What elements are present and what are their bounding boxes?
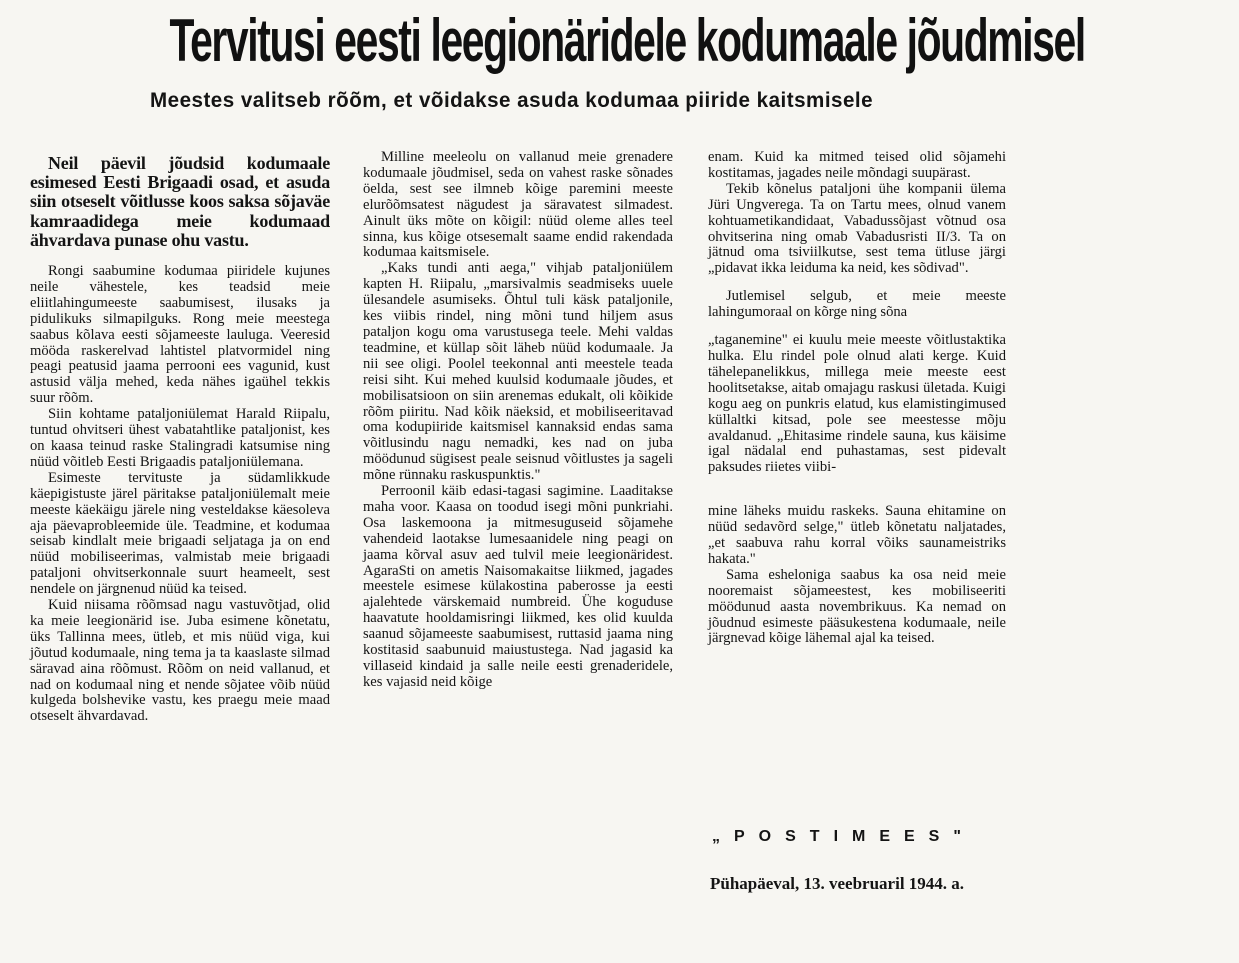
subheadline: Meestes valitseb rõõm, et võidakse asuda kodumaa piiride kaitsmisele: [150, 89, 874, 112]
paragraph: Kuid niisama rõõmsad nagu vastuvõtjad, olid ka meie leegionärid ise. Juba esimene kõnetatu, üks Tallinna mees, ütleb, et mis nüüd viga, kui jõutud kodumaale, ning tema ja ta kaaslaste silmad säravad aina rõõmust. Rõõm on neid vallanud, et nad on kodumaal ning et nende sõjatee võib nüüd kulgeda bolshevike vastu, kes praegu meie maad otseselt ähvardavad.: [30, 597, 330, 725]
article-column-1: [30, 150, 330, 725]
paragraph: Perroonil käib edasi-tagasi sagimine. Laaditakse maha voor. Kaasa on toodud isegi mõni punkriahi. Osa laskemoona ja mitmesuguseid sõjamehe vahendeid laotakse lumesaanidele ning peagi on jaama kõrval asuv aed tulvil meie leegionäridest. AgaraSti on ametis Naisomakaitse liikmed, jagades meestele esimese külakostina paberosse ja eesti ajalehtede värskemaid numbreid. Ühe koguduse haavatute hooldamisringi liikmed, kes olid kuulda saanud sõjameeste saabumisest, ruttasid jaama ning kostitasid saabunuid maiustustega. Nad jagasid ka villaseid kindaid ja salle neile eesti grenaderidele, kes vajasid neid kõige: [363, 483, 673, 690]
paragraph: Sama esheloniga saabus ka osa neid meie nooremaist sõjameestest, kes mobiliseeriti möödunud aasta novembrikuus. Ka nemad on jõudnud esimeste pääsukestena kodumaale, neile järgnevad kõige lähemal ajal ka teised.: [708, 566, 1006, 647]
headline: Tervitusi eesti leegionäridele kodumaale jõudmisel: [169, 7, 1085, 74]
paragraph: mine läheks muidu raskeks. Sauna ehitamine on nüüd sedavõrd selge," ütleb kõnetatu naljatades, „et saabuva rahu korral võiks saunameistriks hakata.": [708, 503, 1006, 567]
paragraph: Esimeste tervituste ja südamlikkude käepigistuste järel päritakse pataljoniülemalt meie meeste käekäigu järele ning vesteldakse käesoleva aja päevaprobleemide üle. Teadmine, et kodumaa seisab kindlalt meie brigaadi seljataga ja on end nüüd mobiliseerimas, valmistab meie brigaadi pataljoni ohvitserkonnale suurt heameelt, sest nendele on järgnenud nüüd ka teised.: [30, 469, 330, 598]
paragraph: „Kaks tundi anti aega," vihjab pataljoniülem kapten H. Riipalu, „marsivalmis seadmiseks uuele ülesandele asumiseks. Õhtul tuli käsk pataljonile, kes viibis rindel, ning mõni tund hiljem asus pataljon kogu oma varustusega teele. Mehi valdas teadmine, et küllap sõit läheb nüüd kodumaale. Ja nii see oligi. Poolel teekonnal anti meestele teada reisi siht. Kui mehed kuulsid kodumaale jõudes, et mobilisatsioon on siin arenemas edukalt, oli kõikide rõõm piiritu. Nad kõik näeksid, et mobiliseeritavad oma kodupiiride kaitsmisel kannaksid endas sama võitlusindu nagu nemadki, kes nad on juba möödunud sügisest peale seisnud võitlustes ja sageli mõne rünnaku raskuspunktis.": [363, 260, 673, 484]
paragraph: Rongi saabumine kodumaa piiridele kujunes neile vähestele, kes teadsid meie eliitlahingumeeste saabumisest, ilusaks ja pidulikuks silmapilguks. Rong meie meestega saabus kõlava eesti sõjameeste lauluga. Veeresid mööda raskerelvad lahtistel platvormidel ning peagi peatusid jaama perrooni ees vagunid, kust astusid välja mehed, keda nähes igaühel tekkis suur rõõm.: [30, 263, 330, 407]
paragraph: Siin kohtame pataljoniülemat Harald Riipalu, tuntud ohvitseri ühest vabatahtlike pataljonist, kes on kaasa teinud raske Stalingradi katsumise ning nüüd võitleb Eesti Brigaadis pataljoniülemana.: [30, 406, 330, 470]
newspaper-source: „POSTIMEES": [712, 828, 975, 845]
paragraph: enam. Kuid ka mitmed teised olid sõjamehi kostitamas, jagades neile mõndagi suupärast.: [708, 149, 1006, 181]
lead-paragraph: Neil päevil jõudsid kodumaale esimesed Eesti Brigaadi osad, et asuda siin otseselt võitlusse koos saksa sõjaväe kamraadidega meie kodumaad ähvardava punase ohu vastu.: [30, 153, 330, 250]
paragraph: Milline meeleolu on vallanud meie grenadere kodumaale jõudmisel, seda on vahest raske sõnades öelda, sest see ilmneb kõige paremini meeste elurõõmsatest nägudest ja säravatest silmadest. Ainult üks mõte on kõigil: nüüd oleme alles teel sinna, kus kõige otsesemalt saame endid rakendada kodumaa kaitsmisele.: [363, 149, 673, 261]
paragraph: „taganemine" ei kuulu meie meeste võitlustaktika hulka. Elu rindel pole olnud alati kerge. Kuid tähelepanelikkus, millega meie meeste eest hoolitsetakse, aitab omajagu raskusi ületada. Kuigi kogu aeg on punkris elatud, kus elamistingimused küllaltki kitsad, pole see meestesse mõju avaldanud. „Ehitasime rindele sauna, kus käisime igal nädalal end puhastamas, sest pidevalt paksudes riietes viibi-: [708, 332, 1006, 476]
article-column-3: [708, 150, 1006, 647]
paragraph: Jutlemisel selgub, et meie meeste lahingumoraal on kõrge ning sõna: [708, 288, 1006, 321]
dateline: Pühapäeval, 13. veebruaril 1944. a.: [710, 874, 965, 893]
paragraph: Tekib kõnelus pataljoni ühe kompanii ülema Jüri Ungverega. Ta on Tartu mees, olnud vanem kohtuametikandidaat, Vabadussõjast võtnud osa ohvitserina ning omab Vabadusristi II/3. Ta on jätnud oma tsiviilkutse, sest tema ütluse järgi „pidavat ikka leiduma ka neid, kes sõdivad".: [708, 180, 1006, 277]
article-column-2: [363, 150, 673, 691]
